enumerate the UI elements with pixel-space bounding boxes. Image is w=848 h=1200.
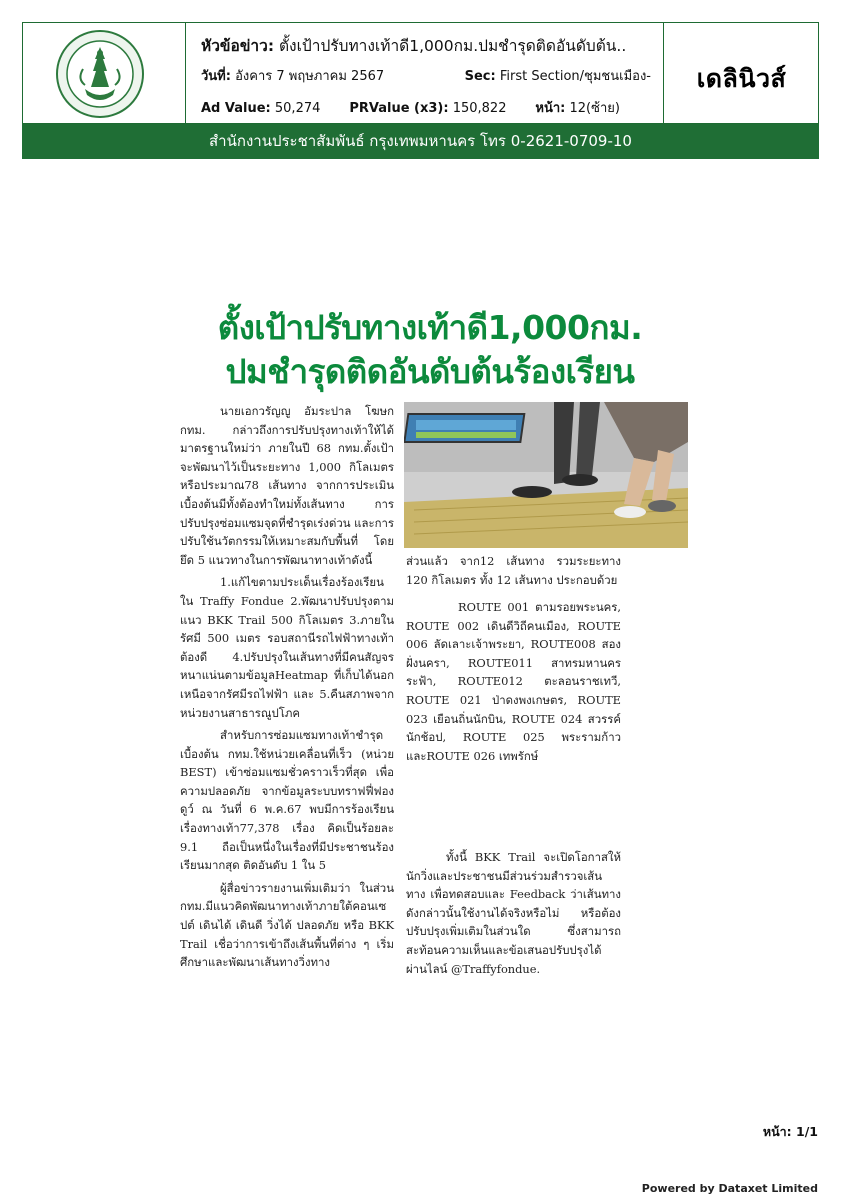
- section-value: First Section/ชุมชนเมือง-: [499, 69, 651, 84]
- clipping-info: [185, 23, 663, 123]
- pr-value-label: PRValue (x3):: [349, 101, 449, 116]
- article-column-2-conclusion: [406, 848, 621, 978]
- paragraph: สำหรับการซ่อมแซมทางเท้าชำรุดเบื้องต้น กทม.ใช้หน่วยเคลื่อนที่เร็ว (หน่วย BEST) เข้าซ่อมแซมชั่วคราวเร็วที่สุด เพื่อความปลอดภัย จากข้อมูลระบบทราฟฟี่ฟองดูว์ ณ วันที่ 6 พ.ค.67 พบมีการร้องเรียนเรื่องทางเท้า77,378 เรื่อง คิดเป็นร้อยละ 9.1 ถือเป็นหนึ่งในเรื่องที่มีประชาชนร้องเรียนมากสุด ติดอันดับ 1 ใน 5: [180, 728, 394, 873]
- paragraph: ผู้สื่อข่าวรายงานเพิ่มเติมว่า ในส่วน กทม.มีแนวคิดพัฒนาทางเท้าภายใต้คอนเซปต์ เดินได้ เดินดี วิ่งได้ ปลอดภัย หรือ BKK Trail เชื่อว่าการเข้าถึงเส้นพื้นที่ต่าง ๆ เริ่มศึกษาและพัฒนาเส้นทางวิ่งทาง: [180, 880, 394, 970]
- section-info: [465, 65, 651, 86]
- brand-cell: [663, 23, 819, 123]
- headline-line-2: ปมชำรุดติดอันดับต้นร้องเรียน: [225, 352, 635, 391]
- paragraph: ROUTE 001 ตามรอยพระนคร, ROUTE 002 เดินดีวิถีคนเมือง, ROUTE 006 ลัดเลาะเจ้าพระยา, ROUTE008 สองฝั่งนครา, ROUTE011 สาทรมหานคร ระฟ้า, ROUTE012 ตะลอนราชเทวี, ROUTE 021 ป่าดงพงเกษตร, ROUTE 023 เยือนถิ่นนักบิน, ROUTE 024 สวรรค์นักช้อป, ROUTE 025 พระรามก้าว และROUTE 026 เทพรักษ์: [406, 600, 621, 763]
- bangkok-seal-icon: [55, 29, 145, 119]
- office-bar: สำนักงานประชาสัมพันธ์ กรุงเทพมหานคร โทร 0-2621-0709-10: [22, 124, 819, 159]
- page-label: หน้า:: [535, 101, 566, 116]
- paragraph: ส่วนแล้ว จาก12 เส้นทาง รวมระยะทาง 120 กิโลเมตร ทั้ง 12 เส้นทาง ประกอบด้วย: [406, 554, 621, 587]
- powered-by: Powered by Dataxet Limited: [641, 1182, 818, 1195]
- ad-value-label: Ad Value:: [201, 101, 271, 116]
- ad-value: 50,274: [274, 101, 321, 116]
- date-label: วันที่:: [201, 69, 231, 84]
- headline-line-1: ตั้งเป้าปรับทางเท้าดี1,000กม.: [217, 308, 643, 347]
- date-value: อังคาร 7 พฤษภาคม 2567: [235, 69, 385, 84]
- logo-cell: [23, 23, 186, 123]
- pr-value: 150,822: [452, 101, 507, 116]
- article-headline: [200, 306, 660, 394]
- paragraph: ทั้งนี้ BKK Trail จะเปิดโอกาสให้นักวิ่งและประชาชนมีส่วนร่วมสำรวจเส้นทาง เพื่อทดสอบและ Feedback ว่าเส้นทางดังกล่าวนั้นใช้งานได้จริงหรือไม่ หรือต้องปรับปรุงเพิ่มเติมในส่วนใด ซึ่งสามารถสะท้อนความเห็นและข้อเสนอปรับปรุงได้ผ่านไลน์ @Traffyfondue.: [406, 850, 621, 976]
- headline-value: ตั้งเป้าปรับทางเท้าดี1,000กม.ปมชำรุดติดอันดับต้น..: [278, 37, 627, 55]
- article-photo: [404, 402, 688, 548]
- value-row: [201, 97, 620, 118]
- article-column-1: [180, 402, 394, 972]
- route-list: [406, 598, 621, 765]
- paragraph: นายเอกวรัญญู อัมระปาล โฆษก กทม. กล่าวถึงการปรับปรุงทางเท้าให้ได้มาตรฐานใหม่ว่า ภายในปี 68 กทม.ตั้งเป้าจะพัฒนาไว้เป็นระยะทาง 1,000 กิโลเมตร หรือประมาณ78 เส้นทาง จากการประเมินเบื้องต้นมีทั้งต้องทำใหม่ทั้งเส้นทาง การปรับปรุงซ่อมแซมจุดที่ชำรุดเร่งด่วน และการปรับใช้นวัตกรรมให้เหมาะสมกับพื้นที่ โดยยึด 5 แนวทางในการพัฒนาทางเท้าดังนี้: [180, 404, 394, 567]
- article-column-2-intro: [406, 552, 621, 589]
- newspaper-brand: เดลินิวส์: [696, 64, 787, 93]
- page-value: 12(ซ้าย): [569, 101, 620, 116]
- date-row: [201, 65, 657, 86]
- headline-label: หัวข้อข่าว:: [201, 37, 275, 55]
- section-label: Sec:: [464, 69, 496, 84]
- paragraph: 1.แก้ไขตามประเด็นเรื่องร้องเรียนใน Traffy Fondue 2.พัฒนาปรับปรุงตามแนว BKK Trail 500 กิโลเมตร 3.ภายในรัศมี 500 เมตร รอบสถานีรถไฟฟ้าทางเท้าต้องดี 4.ปรับปรุงในเส้นทางที่มีคนสัญจรหนาแน่นตามข้อมูลHeatmap ที่เก็บได้นอกเหนือจากรัศมีรถไฟฟ้า และ 5.คืนสภาพจากหน่วยงานสาธารณูปโภค: [180, 575, 394, 720]
- page-count: หน้า: 1/1: [762, 1124, 818, 1139]
- headline-row: [201, 33, 626, 58]
- clipping-header: [22, 22, 819, 124]
